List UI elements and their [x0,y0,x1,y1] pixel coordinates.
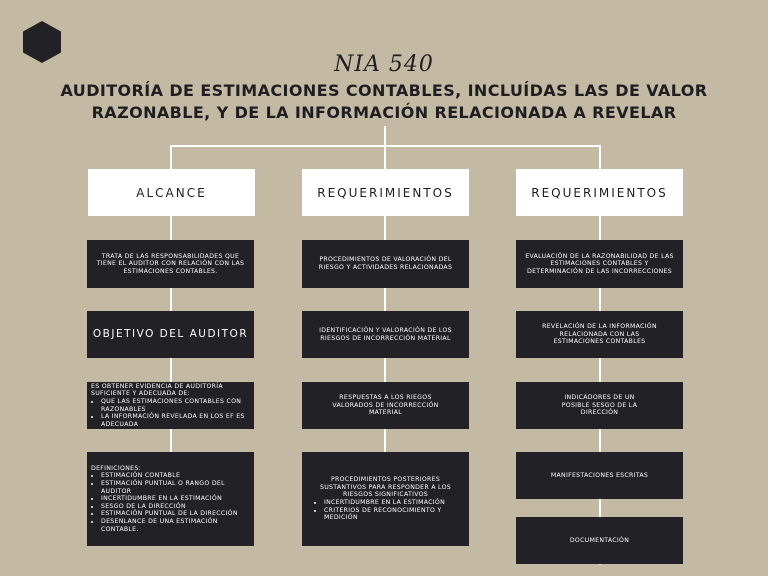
heading-alcance: ALCANCE [88,169,255,216]
title-line-2: RAZONABLE, Y DE LA INFORMACIÓN RELACIONADA A REVELAR [91,103,677,122]
col1-definitions-intro: DEFINICIONES: [91,464,141,472]
list-item: • SESGO DE LA DIRECCIÓN [101,503,250,511]
connector-trunk [384,126,386,146]
col3-box-evaluation: EVALUACIÓN DE LA RAZONABILIDAD DE LAS ESTIMACIONES CONTABLES Y DETERMINACIÓN DE LAS INCORRECCIONES [516,240,683,288]
col3-box-bias-indicators: INDICADORES DE UN POSIBLE SESGO DE LA DIRECCIÓN [516,382,683,429]
col2-substantive-list [314,499,457,522]
list-item: • ESTIMACIÓN PUNTUAL O RANGO DEL AUDITOR [101,480,250,495]
col1-box-objective: OBJETIVO DEL AUDITOR [87,311,254,358]
list-item: • LA INFORMACIÓN REVELADA EN LOS EF ES ADECUADA [101,413,250,428]
col1-objective-intro: ES OBTENER EVIDENCIA DE AUDITORÍA SUFICIENTE Y ADECUADA DE: [91,382,223,398]
list-item: • QUE LAS ESTIMACIONES CONTABLES CON RAZONABLES [101,398,250,413]
col1-box-scope: TRATA DE LAS RESPONSABILIDADES QUE TIENE EL AUDITOR CON RELACIÓN CON LAS ESTIMACIONES CONTABLES. [87,240,254,288]
list-item: • CRITERIOS DE RECONOCIMIENTO Y MEDICIÓN [324,507,457,522]
col2-substantive-intro: PROCEDIMIENTOS POSTERIORES SUSTANTIVOS PARA RESPONDER A LOS RIESGOS SIGNIFICATIVOS [320,476,451,499]
col2-box-risk-responses: RESPUESTAS A LOS RIEGOS VALORADOS DE INCORRECCIÓN MATERIAL [302,382,469,429]
title-line-1: AUDITORÍA DE ESTIMACIONES CONTABLES, INCLUÍDAS LAS DE VALOR [60,81,708,100]
col2-box-risk-procedures: PROCEDIMIENTOS DE VALORACIÓN DEL RIESGO Y ACTIVIDADES RELACIONADAS [302,240,469,288]
heading-requerimientos-2: REQUERIMIENTOS [516,169,683,216]
list-item: • ESTIMACIÓN PUNTUAL DE LA DIRECCIÓN [101,510,250,518]
page-subtitle: NIA 540 [334,52,434,77]
col2-box-substantive-procedures [302,452,469,546]
col1-definitions-list [91,472,250,533]
list-item: • INCERTIDUMBRE EN LA ESTIMACIÓN [324,499,457,507]
col1-box-objective-detail [87,382,254,429]
col2-box-risk-identification: IDENTIFICACIÓN Y VALORACIÓN DE LOS RIESGOS DE INCORRECCIÓN MATERIAL [302,311,469,358]
heading-requerimientos-1: REQUERIMIENTOS [302,169,469,216]
list-item: • DESENLANCE DE UNA ESTIMACIÓN CONTABLE. [101,518,250,533]
col1-box-definitions [87,452,254,546]
col3-box-written-representations: MANIFESTACIONES ESCRITAS [516,452,683,499]
page-title [0,80,768,124]
list-item: • ESTIMACIÓN CONTABLE [101,472,250,480]
col1-objective-list [91,398,250,428]
col3-box-disclosure: REVELACIÓN DE LA INFORMACIÓN RELACIONADA CON LAS ESTIMACIONES CONTABLES [516,311,683,358]
col3-box-documentation: DOCUMENTACIÓN [516,517,683,564]
list-item: • INCERTIDUMBRE EN LA ESTIMACIÓN [101,495,250,503]
